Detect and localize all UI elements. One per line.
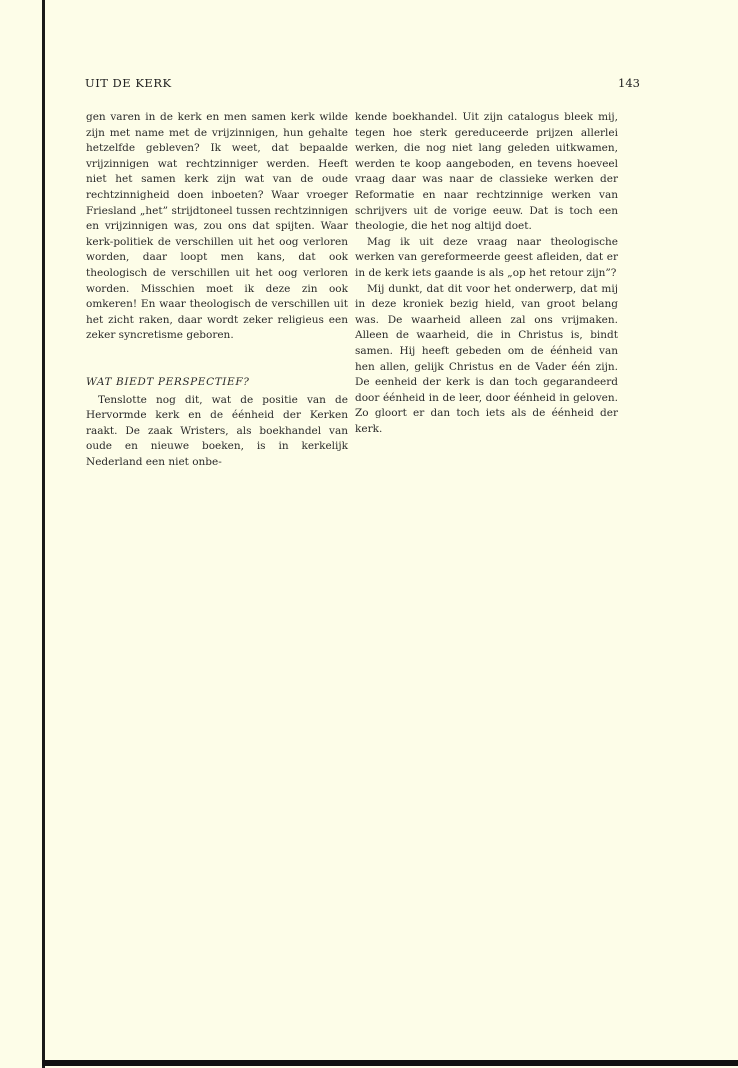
- scan-left-edge: [42, 0, 45, 1068]
- right-column: [355, 110, 618, 437]
- left-paragraph-2: Tenslotte nog dit, wat de positie van de Hervormde kerk en de éénheid der Kerken raakt. De zaak Wristers, als boekhandel van oude en nieuwe boeken, is in kerkelijk Nederland een niet onbe-: [86, 393, 348, 468]
- left-column: [86, 110, 348, 470]
- left-paragraph-1: gen varen in de kerk en men samen kerk wilde zijn met name met de vrijzinnigen, hun gehalte hetzelfde gebleven? Ik weet, dat bepaalde vrijzinnigen wat rechtzinniger werden. Heeft niet het samen kerk zijn wat van de oude rechtzinnigheid doen inboeten? Waar vroeger Friesland „het” strijdtoneel tussen rechtzinnigen en vrijzinnigen was, zou ons dat spijten. Waar kerk-politiek de verschillen uit het oog verloren worden, daar loopt men kans, dat ook theologisch de verschillen uit het oog verloren worden. Misschien moet ik deze zin ook omkeren! En waar theologisch de verschillen uit het zicht raken, daar wordt zeker religieus een zeker syncretisme geboren.: [86, 111, 348, 342]
- scan-bottom-edge: [42, 1060, 738, 1066]
- right-paragraph-1: kende boekhandel. Uit zijn catalogus bleek mij, tegen hoe sterk gereduceerde prijzen allerlei werken, die nog niet lang geleden uitkwamen, werden te koop aangeboden, en tevens hoeveel vraag daar was naar de classieke werken der Reformatie en naar rechtzinnige werken van schrijvers uit de vorige eeuw. Dat is toch een theologie, die het nog altijd doet.: [355, 111, 618, 233]
- right-paragraph-2: Mag ik uit deze vraag naar theologische werken van gereformeerde geest afleiden, dat er in de kerk iets gaande is als „op het retour zijn”?: [355, 235, 618, 279]
- running-title: UIT DE KERK: [85, 76, 172, 90]
- page-number: 143: [618, 76, 640, 90]
- section-heading: WAT BIEDT PERSPECTIEF?: [86, 375, 250, 388]
- right-paragraph-3: Mij dunkt, dat dit voor het onderwerp, dat mij in deze kroniek bezig hield, van groot belang was. De waarheid alleen zal ons vrijmaken. Alleen de waarheid, die in Christus is, bindt samen. Hij heeft gebeden om de éénheid van hen allen, gelijk Christus en de Vader één zijn. De eenheid der kerk is dan toch gegarandeerd door éénheid in de leer, door éénheid in geloven. Zo gloort er dan toch iets als de éénheid der kerk.: [355, 282, 618, 435]
